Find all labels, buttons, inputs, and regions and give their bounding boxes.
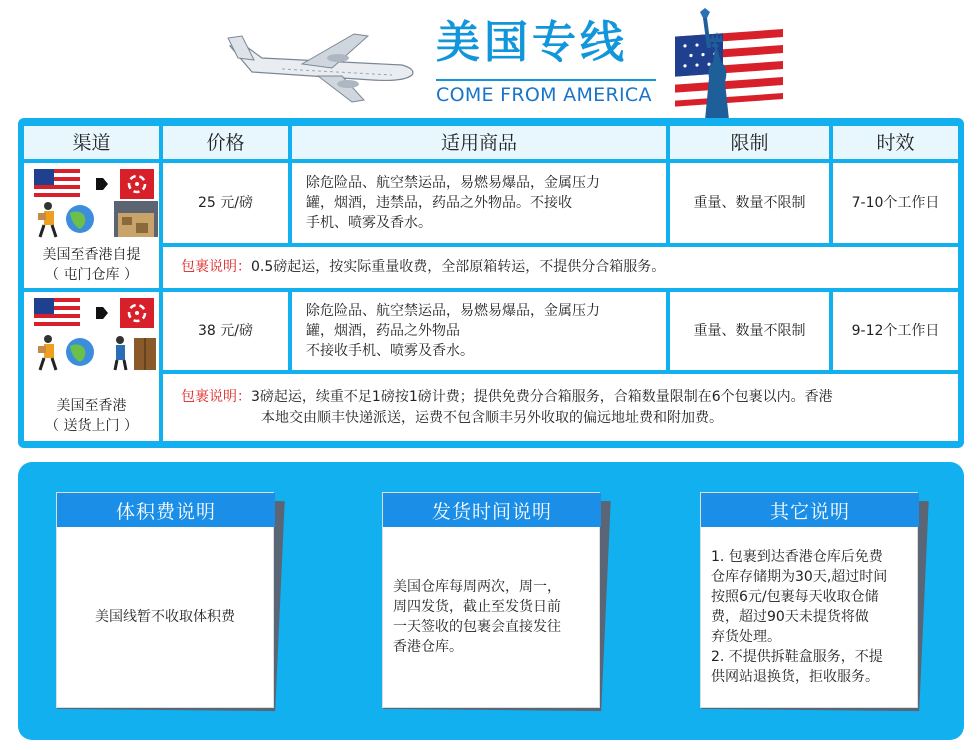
package-note-label: 包裹说明： xyxy=(181,259,251,275)
us-flag-icon xyxy=(34,298,80,328)
card-line: 1. 包裹到达香港仓库后免费 xyxy=(711,549,883,565)
info-panel xyxy=(18,462,964,740)
time-cell: 7-10个工作日 xyxy=(833,163,958,243)
card-text xyxy=(67,527,263,707)
page-subtitle: COME FROM AMERICA xyxy=(436,84,652,106)
channel-name-line2: （ 屯门仓库 ） xyxy=(45,267,138,283)
arrow-right-icon xyxy=(96,307,108,319)
card-line: 供网站退换货，拒收服务。 xyxy=(711,669,879,685)
page-title: 美国专线 xyxy=(436,17,628,68)
hk-flag-icon xyxy=(120,169,154,199)
card-text xyxy=(711,527,907,707)
card-text xyxy=(393,527,589,707)
card-title: 体积费说明 xyxy=(57,493,275,527)
price-cell: 38 元/磅 xyxy=(163,292,288,370)
package-note-text: 本地交由顺丰快递派送，运费不包含顺丰另外收取的偏远地址费和附加费。 xyxy=(261,410,723,426)
statue-of-liberty-icon xyxy=(655,8,787,120)
goods-line: 除危险品、航空禁运品，易燃易爆品，金属压力 xyxy=(306,303,600,319)
us-flag-icon xyxy=(34,169,80,199)
card-line: 2. 不提供拆鞋盒服务，不提 xyxy=(711,649,883,665)
package-note-text: 0.5磅起运，按实际重量收费，全部原箱转运，不提供分合箱服务。 xyxy=(251,259,666,275)
goods-cell xyxy=(292,292,666,370)
channel-name-line2: （ 送货上门 ） xyxy=(45,418,138,434)
card-line: 仓库存储期为30天,超过时间 xyxy=(711,569,888,585)
goods-line: 罐，烟酒，违禁品，药品之外物品。不接收 xyxy=(306,195,572,211)
column-header-price: 价格 xyxy=(163,126,288,159)
card-title: 其它说明 xyxy=(701,493,919,527)
card-line: 一天签收的包裹会直接发往 xyxy=(393,619,561,635)
airplane-icon xyxy=(222,28,422,108)
card-line: 香港仓库。 xyxy=(393,639,463,655)
arrow-right-icon xyxy=(96,178,108,190)
courier-icon xyxy=(38,201,168,239)
card-line: 周四发货，截止至发货日前 xyxy=(393,599,561,615)
column-header-limit: 限制 xyxy=(670,126,829,159)
card-line: 按照6元/包裹每天收取仓储 xyxy=(711,589,879,605)
limit-cell: 重量、数量不限制 xyxy=(670,163,829,243)
goods-line: 不接收手机、喷雾及香水。 xyxy=(306,343,474,359)
channel-name-line1: 美国至香港自提 xyxy=(42,247,141,263)
us-to-hk-flags xyxy=(34,169,154,201)
package-note xyxy=(163,247,958,288)
channel-name-line1: 美国至香港 xyxy=(56,398,127,414)
card-line: 美国仓库每周两次，周一， xyxy=(393,579,561,595)
column-header-channel: 渠道 xyxy=(24,126,159,159)
time-cell: 9-12个工作日 xyxy=(833,292,958,370)
card-line: 弃货处理。 xyxy=(711,629,781,645)
card-other-notes xyxy=(700,492,918,708)
price-cell: 25 元/磅 xyxy=(163,163,288,243)
card-shipping-time xyxy=(382,492,600,708)
goods-line: 手机、喷雾及香水。 xyxy=(306,215,432,231)
courier-icon xyxy=(38,334,168,372)
shipping-table xyxy=(18,118,964,448)
goods-line: 除危险品、航空禁运品，易燃易爆品，金属压力 xyxy=(306,175,600,191)
package-note-text: 3磅起运，续重不足1磅按1磅计费；提供免费分合箱服务，合箱数量限制在6个包裹以内。香港 xyxy=(251,389,833,405)
goods-line: 罐，烟酒，药品之外物品 xyxy=(306,323,460,339)
goods-cell xyxy=(292,163,666,243)
hk-flag-icon xyxy=(120,298,154,328)
title-underline xyxy=(436,79,656,81)
channel-cell-pickup xyxy=(24,163,159,288)
column-header-time: 时效 xyxy=(833,126,958,159)
card-line: 美国线暂不收取体积费 xyxy=(95,609,235,625)
card-volume-fee xyxy=(56,492,274,708)
package-note xyxy=(163,374,958,441)
us-to-hk-flags xyxy=(34,298,154,330)
column-header-goods: 适用商品 xyxy=(292,126,666,159)
channel-cell-delivery xyxy=(24,292,159,441)
limit-cell: 重量、数量不限制 xyxy=(670,292,829,370)
card-line: 费，超过90天未提货将做 xyxy=(711,609,869,625)
card-title: 发货时间说明 xyxy=(383,493,601,527)
package-note-label: 包裹说明： xyxy=(181,389,251,405)
